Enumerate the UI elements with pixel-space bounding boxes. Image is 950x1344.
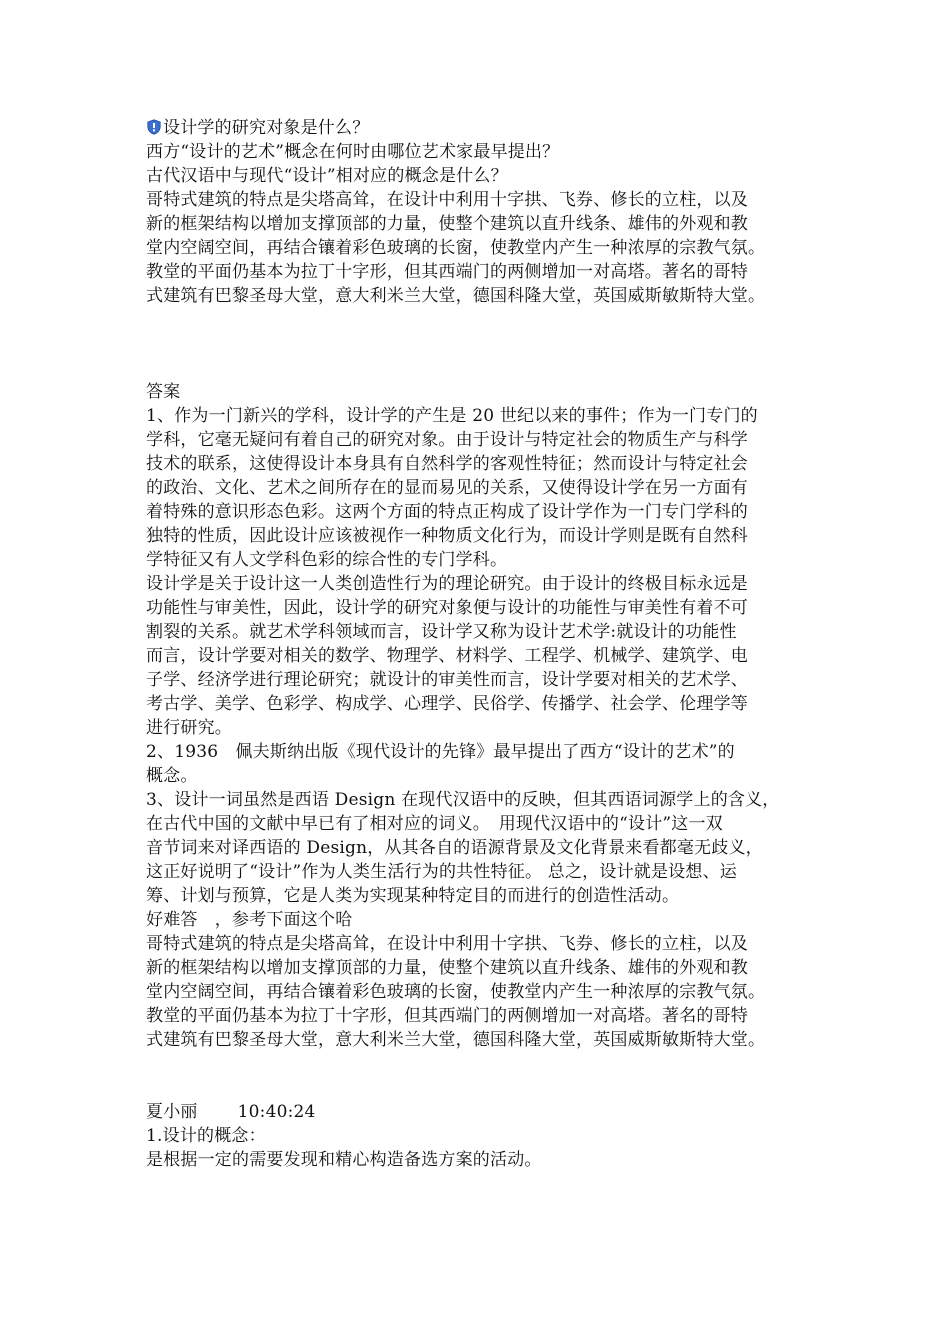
text-line: 音节词来对译西语的 Design，从其各自的语源背景及文化背景来看都毫无歧义， bbox=[146, 838, 763, 858]
reply-author: 夏小丽 bbox=[146, 1102, 198, 1122]
text-line: 设计学是关于设计这一人类创造性行为的理论研究。由于设计的终极目标永远是 bbox=[146, 574, 748, 594]
text-line: 式建筑有巴黎圣母大堂，意大利米兰大堂，德国科隆大堂，英国威斯敏斯特大堂。 bbox=[146, 1030, 766, 1050]
text-line: 而言，设计学要对相关的数学、物理学、材料学、工程学、机械学、建筑学、电 bbox=[146, 646, 748, 666]
question-3: 古代汉语中与现代“设计”相对应的概念是什么？ bbox=[146, 166, 508, 186]
text-line: 教堂的平面仍基本为拉丁十字形，但其西端门的两侧增加一对高塔。著名的哥特 bbox=[146, 1006, 748, 1026]
text-line: 1、作为一门新兴的学科，设计学的产生是 20 世纪以来的事件；作为一门专门的 bbox=[146, 406, 758, 426]
question-1-text: 设计学的研究对象是什么？ bbox=[163, 118, 370, 138]
text-line: 3、设计一词虽然是西语 Design 在现代汉语中的反映，但其西语词源学上的含义， bbox=[146, 790, 780, 810]
reply-heading: 1.设计的概念： bbox=[146, 1126, 266, 1146]
question-1 bbox=[146, 116, 816, 140]
text-line: 的政治、文化、艺术之间所存在的显而易见的关系，又使得设计学在另一方面有 bbox=[146, 478, 748, 498]
hard-to-answer-note: 好难答 ，参考下面这个哈 bbox=[146, 910, 353, 930]
text-line: 筹、计划与预算，它是人类为实现某种特定目的而进行的创造性活动。 bbox=[146, 886, 680, 906]
answer-3-paragraph bbox=[146, 788, 816, 908]
text-line: 哥特式建筑的特点是尖塔高耸，在设计中利用十字拱、飞券、修长的立柱，以及 bbox=[146, 190, 748, 210]
answer-1-paragraph bbox=[146, 404, 816, 572]
question-2: 西方“设计的艺术”概念在何时由哪位艺术家最早提出？ bbox=[146, 142, 560, 162]
text-line: 堂内空阔空间，再结合镶着彩色玻璃的长窗，使教堂内产生一种浓厚的宗教气氛。 bbox=[146, 982, 766, 1002]
text-line: 2、1936 佩夫斯纳出版《现代设计的先锋》最早提出了西方“设计的艺术”的 bbox=[146, 742, 735, 762]
answer-2-paragraph bbox=[146, 740, 816, 788]
text-line: 在古代中国的文献中早已有了相对应的词义。 用现代汉语中的“设计”这一双 bbox=[146, 814, 723, 834]
text-line: 堂内空阔空间，再结合镶着彩色玻璃的长窗，使教堂内产生一种浓厚的宗教气氛。 bbox=[146, 238, 766, 258]
text-line: 独特的性质，因此设计应该被视作一种物质文化行为，而设计学则是既有自然科 bbox=[146, 526, 748, 546]
shield-info-icon bbox=[146, 118, 162, 134]
text-line: 哥特式建筑的特点是尖塔高耸，在设计中利用十字拱、飞券、修长的立柱，以及 bbox=[146, 934, 748, 954]
text-line: 着特殊的意识形态色彩。这两个方面的特点正构成了设计学作为一门专门学科的 bbox=[146, 502, 748, 522]
text-line: 功能性与审美性，因此，设计学的研究对象便与设计的功能性与审美性有着不可 bbox=[146, 598, 748, 618]
text-line: 新的框架结构以增加支撑顶部的力量，使整个建筑以直升线条、雄伟的外观和教 bbox=[146, 958, 748, 978]
text-line: 技术的联系，这使得设计本身具有自然科学的客观性特征；然而设计与特定社会 bbox=[146, 454, 748, 474]
document-content bbox=[146, 116, 816, 1172]
answer-heading: 答案 bbox=[146, 382, 181, 402]
text-line: 割裂的关系。就艺术学科领域而言，设计学又称为设计艺术学:就设计的功能性 bbox=[146, 622, 737, 642]
text-line: 学特征又有人文学科色彩的综合性的专门学科。 bbox=[146, 550, 508, 570]
text-line: 学科，它毫无疑问有着自己的研究对象。由于设计与特定社会的物质生产与科学 bbox=[146, 430, 748, 450]
text-line: 式建筑有巴黎圣母大堂，意大利米兰大堂，德国科隆大堂，英国威斯敏斯特大堂。 bbox=[146, 286, 766, 306]
text-line: 教堂的平面仍基本为拉丁十字形，但其西端门的两侧增加一对高塔。著名的哥特 bbox=[146, 262, 748, 282]
text-line: 进行研究。 bbox=[146, 718, 232, 738]
reply-body: 是根据一定的需要发现和精心构造备选方案的活动。 bbox=[146, 1150, 542, 1170]
text-line: 子学、经济学进行理论研究；就设计的审美性而言，设计学要对相关的艺术学、 bbox=[146, 670, 748, 690]
answer-1b-paragraph bbox=[146, 572, 816, 740]
text-line: 新的框架结构以增加支撑顶部的力量，使整个建筑以直升线条、雄伟的外观和教 bbox=[146, 214, 748, 234]
text-line: 概念。 bbox=[146, 766, 198, 786]
text-line: 这正好说明了“设计”作为人类生活行为的共性特征。 总之，设计就是设想、运 bbox=[146, 862, 737, 882]
gothic-paragraph-1 bbox=[146, 188, 816, 308]
text-line: 考古学、美学、色彩学、构成学、心理学、民俗学、传播学、社会学、伦理学等 bbox=[146, 694, 748, 714]
reply-time: 10:40:24 bbox=[237, 1102, 316, 1122]
gothic-paragraph-2 bbox=[146, 932, 816, 1052]
reply-header bbox=[146, 1100, 816, 1124]
